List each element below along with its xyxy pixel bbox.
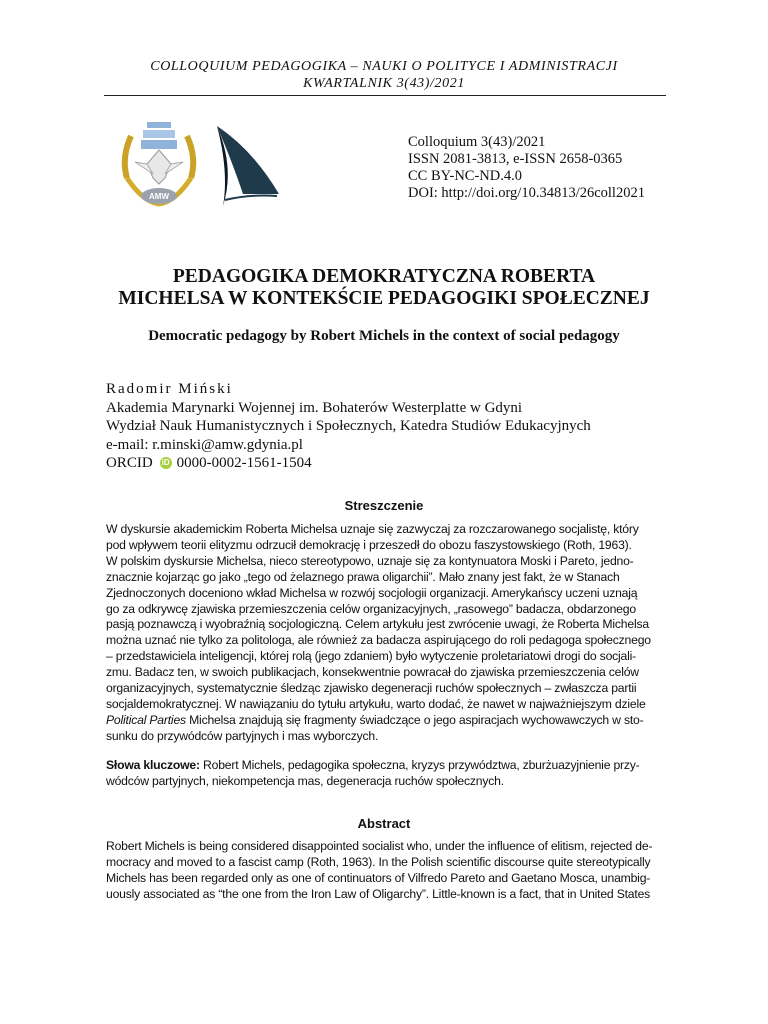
streszczenie-line: Zjednoczonych doceniono wkład Michelsa w rozwój socjologii organizacji. Amerykańscy uczeni uznają bbox=[106, 585, 638, 600]
author-affiliation-2: Wydział Nauk Humanistycznych i Społecznych, Katedra Studiów Edukacyjnych bbox=[106, 418, 591, 434]
abstract-line: Robert Michels is being considered disappointed socialist who, under the influence of elitism, rejected de- bbox=[106, 839, 653, 853]
streszczenie-line: W dyskursie akademickim Roberta Michelsa uznaje się zazwyczaj za rozczarowanego socjalistę, który bbox=[106, 522, 639, 536]
sail-logo bbox=[213, 120, 281, 208]
orcid-icon[interactable]: iD bbox=[161, 458, 170, 468]
streszczenie-line: – przedstawiciela inteligencji, której rolą (jego zdaniem) było wytyczenie proletariatowi drogi do socjali- bbox=[106, 649, 637, 664]
doi-text[interactable]: DOI: http://doi.org/10.34813/26coll2021 bbox=[408, 185, 645, 201]
keywords-text-1: Robert Michels, pedagogika społeczna, kryzys przywództwa, zburżuazyjnienie przy- bbox=[199, 758, 640, 772]
citation-text: Colloquium 3(43)/2021 bbox=[408, 134, 546, 150]
abstract-paragraph bbox=[106, 839, 662, 903]
streszczenie-line bbox=[106, 713, 662, 729]
streszczenie-line-text: Michelsa znajdują się fragmenty świadczące o jego aspiracjach wychowawczych w sto- bbox=[189, 712, 644, 727]
orcid-row bbox=[106, 454, 591, 473]
streszczenie-paragraph bbox=[106, 522, 662, 745]
streszczenie-line: socjaldemokratycznej. W nawiązaniu do tytułu artykułu, warto dodać, że nawet w najważniejszym dziele bbox=[106, 696, 646, 711]
article-title-line2: MICHELSA W KONTEKŚCIE PEDAGOGIKI SPOŁECZNEJ bbox=[118, 288, 650, 309]
license-text: CC BY-NC-ND.4.0 bbox=[408, 168, 522, 184]
political-parties-title: Political Parties bbox=[106, 712, 186, 727]
orcid-label: ORCID bbox=[106, 455, 153, 471]
article-subtitle: Democratic pedagogy by Robert Michels in the context of social pedagogy bbox=[148, 328, 620, 344]
publication-meta bbox=[408, 134, 645, 202]
journal-header-line2: KWARTALNIK 3(43)/2021 bbox=[303, 76, 465, 91]
streszczenie-line: pasją poznawczą i wyobraźnią socjologiczną. Celem artykułu jest zwrócenie uwagi, że Roberta Michelsa bbox=[106, 617, 649, 632]
keywords-paragraph bbox=[106, 758, 662, 790]
header-rule bbox=[104, 95, 666, 96]
article-title bbox=[90, 266, 678, 310]
streszczenie-line: zmu. Badacz ten, w swoich publikacjach, konsekwentnie powracał do zjawiska przemieszczenia celów bbox=[106, 665, 639, 680]
keywords-line bbox=[106, 758, 662, 774]
author-affiliation-1: Akademia Marynarki Wojennej im. Bohaterów Westerplatte w Gdyni bbox=[106, 399, 523, 416]
streszczenie-line: organizacyjnych, systematycznie śledząc zjawisko degeneracji ruchów społecznych – zwłaszcza partii bbox=[106, 681, 637, 696]
journal-header bbox=[104, 58, 664, 92]
author-block bbox=[106, 380, 591, 473]
journal-header-line1: COLLOQUIUM PEDAGOGIKA – NAUKI O POLITYCE I ADMINISTRACJI bbox=[150, 59, 618, 74]
streszczenie-heading: Streszczenie bbox=[344, 498, 424, 513]
article-title-line1: PEDAGOGIKA DEMOKRATYCZNA ROBERTA bbox=[172, 266, 596, 287]
abstract-line: Michels has been regarded only as one of continuators of Vilfredo Pareto and Gaetano Mosca, unambig- bbox=[106, 870, 651, 885]
abstract-line: mocracy and moved to a fascist camp (Roth, 1963). In the Polish scientific discourse quite stereotypically bbox=[106, 854, 651, 869]
abstract-heading: Abstract bbox=[357, 816, 411, 831]
streszczenie-line: można uznać nie tylko za politologa, ale również za badacza aspirującego do roli pedagoga społecznego bbox=[106, 633, 651, 648]
keywords-text-2: wódców partyjnych, niekompetencja mas, degeneracja ruchów społecznych. bbox=[106, 773, 504, 788]
streszczenie-line: W polskim dyskursie Michelsa, nieco stereotypowo, uznaje się za kontynuatora Moski i Pareto, jedno- bbox=[106, 553, 634, 568]
streszczenie-line: sunku do przywódców partyjnych i mas wyborczych. bbox=[106, 728, 379, 743]
author-email[interactable]: e-mail: r.minski@amw.gdynia.pl bbox=[106, 436, 303, 453]
orcid-id[interactable]: 0000-0002-1561-1504 bbox=[176, 455, 312, 471]
amw-crest-logo bbox=[113, 118, 205, 210]
amw-logo-text: AMW bbox=[149, 192, 169, 201]
keywords-label: Słowa kluczowe: bbox=[106, 758, 200, 772]
streszczenie-line: pod wpływem teorii elityzmu odrzucił demokrację i przeszedł do obozu faszystowskiego (Roth, 1963). bbox=[106, 537, 632, 552]
author-name: Radomir Miński bbox=[106, 381, 233, 397]
abstract-line: uously associated as “the one from the Iron Law of Oligarchy”. Little-known is a fact, that in United States bbox=[106, 886, 651, 901]
logos bbox=[113, 118, 283, 210]
issn-text: ISSN 2081-3813, e-ISSN 2658-0365 bbox=[408, 151, 623, 167]
streszczenie-line: znacznie kojarząc go jako „tego od żelaznego prawa oligarchii”. Mało znany jest fakt, że w Stanach bbox=[106, 569, 620, 584]
streszczenie-line: go za odkrywcę zjawiska przemieszczenia celów organizacyjnych, „rasowego” badacza, obdarzonego bbox=[106, 601, 636, 616]
